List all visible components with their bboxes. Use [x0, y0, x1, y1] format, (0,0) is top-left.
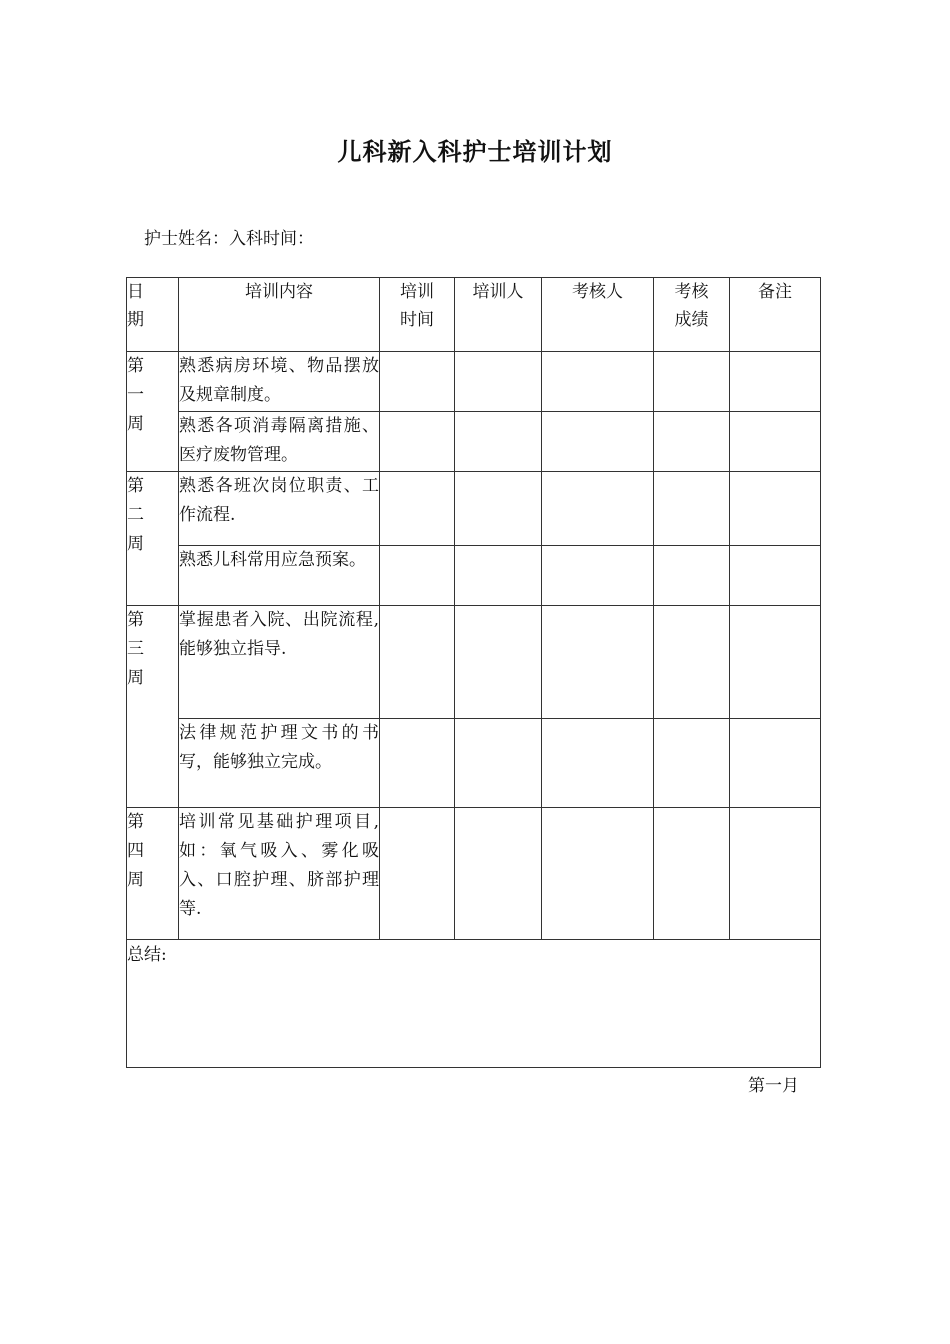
assessor-cell[interactable] [542, 808, 654, 940]
score-cell[interactable] [654, 352, 730, 412]
trainer-cell[interactable] [455, 352, 542, 412]
training-content-cell: 熟悉病房环境、物品摆放及规章制度。 [179, 352, 380, 412]
remark-cell[interactable] [730, 412, 821, 472]
table-row [127, 719, 821, 808]
table-row [127, 546, 821, 606]
training-content-cell: 法律规范护理文书的书写，能够独立完成。 [179, 719, 380, 808]
header-trainer: 培训人 [455, 278, 542, 352]
remark-cell[interactable] [730, 546, 821, 606]
training-content-cell: 熟悉儿科常用应急预案。 [179, 546, 380, 606]
score-cell[interactable] [654, 719, 730, 808]
training-time-cell[interactable] [380, 352, 455, 412]
trainer-cell[interactable] [455, 412, 542, 472]
score-cell[interactable] [654, 546, 730, 606]
assessor-cell[interactable] [542, 606, 654, 719]
nurse-info-line: 护士姓名：入科时间： [144, 229, 314, 249]
assessor-cell[interactable] [542, 412, 654, 472]
assessor-cell[interactable] [542, 472, 654, 546]
remark-cell[interactable] [730, 719, 821, 808]
score-cell[interactable] [654, 808, 730, 940]
trainer-cell[interactable] [455, 472, 542, 546]
training-plan-table [126, 277, 821, 1068]
header-score: 考核 成绩 [654, 278, 730, 352]
training-time-cell[interactable] [380, 472, 455, 546]
trainer-cell[interactable] [455, 808, 542, 940]
training-time-cell[interactable] [380, 719, 455, 808]
table-row [127, 808, 821, 940]
training-content-cell: 熟悉各班次岗位职责、工作流程. [179, 472, 380, 546]
header-assessor: 考核人 [542, 278, 654, 352]
header-time: 培训 时间 [380, 278, 455, 352]
remark-cell[interactable] [730, 472, 821, 546]
week-label: 第 一 周 [127, 352, 179, 472]
remark-cell[interactable] [730, 808, 821, 940]
table-row [127, 472, 821, 546]
summary-row [127, 940, 821, 1068]
training-content-cell: 掌握患者入院、出院流程,能够独立指导. [179, 606, 380, 719]
summary-label: 总结: [127, 945, 167, 965]
remark-cell[interactable] [730, 606, 821, 719]
summary-cell[interactable] [127, 940, 821, 1068]
table-row [127, 606, 821, 719]
header-content: 培训内容 [179, 278, 380, 352]
table-row [127, 412, 821, 472]
score-cell[interactable] [654, 606, 730, 719]
assessor-cell[interactable] [542, 719, 654, 808]
page-footer: 第一月 [748, 1076, 799, 1096]
trainer-cell[interactable] [455, 719, 542, 808]
week-label: 第 三 周 [127, 606, 179, 808]
header-date: 日 期 [127, 278, 179, 352]
header-remark: 备注 [730, 278, 821, 352]
training-time-cell[interactable] [380, 808, 455, 940]
week-label: 第 四 周 [127, 808, 179, 940]
training-time-cell[interactable] [380, 412, 455, 472]
training-content-cell: 培训常见基础护理项目,如：氧气吸入、雾化吸入、口腔护理、脐部护理等. [179, 808, 380, 940]
table-header-row [127, 278, 821, 352]
score-cell[interactable] [654, 472, 730, 546]
training-content-cell: 熟悉各项消毒隔离措施、医疗废物管理。 [179, 412, 380, 472]
page-title: 儿科新入科护士培训计划 [337, 137, 613, 166]
trainer-cell[interactable] [455, 606, 542, 719]
trainer-cell[interactable] [455, 546, 542, 606]
score-cell[interactable] [654, 412, 730, 472]
remark-cell[interactable] [730, 352, 821, 412]
table-row [127, 352, 821, 412]
assessor-cell[interactable] [542, 546, 654, 606]
training-time-cell[interactable] [380, 546, 455, 606]
week-label: 第 二 周 [127, 472, 179, 606]
assessor-cell[interactable] [542, 352, 654, 412]
training-time-cell[interactable] [380, 606, 455, 719]
